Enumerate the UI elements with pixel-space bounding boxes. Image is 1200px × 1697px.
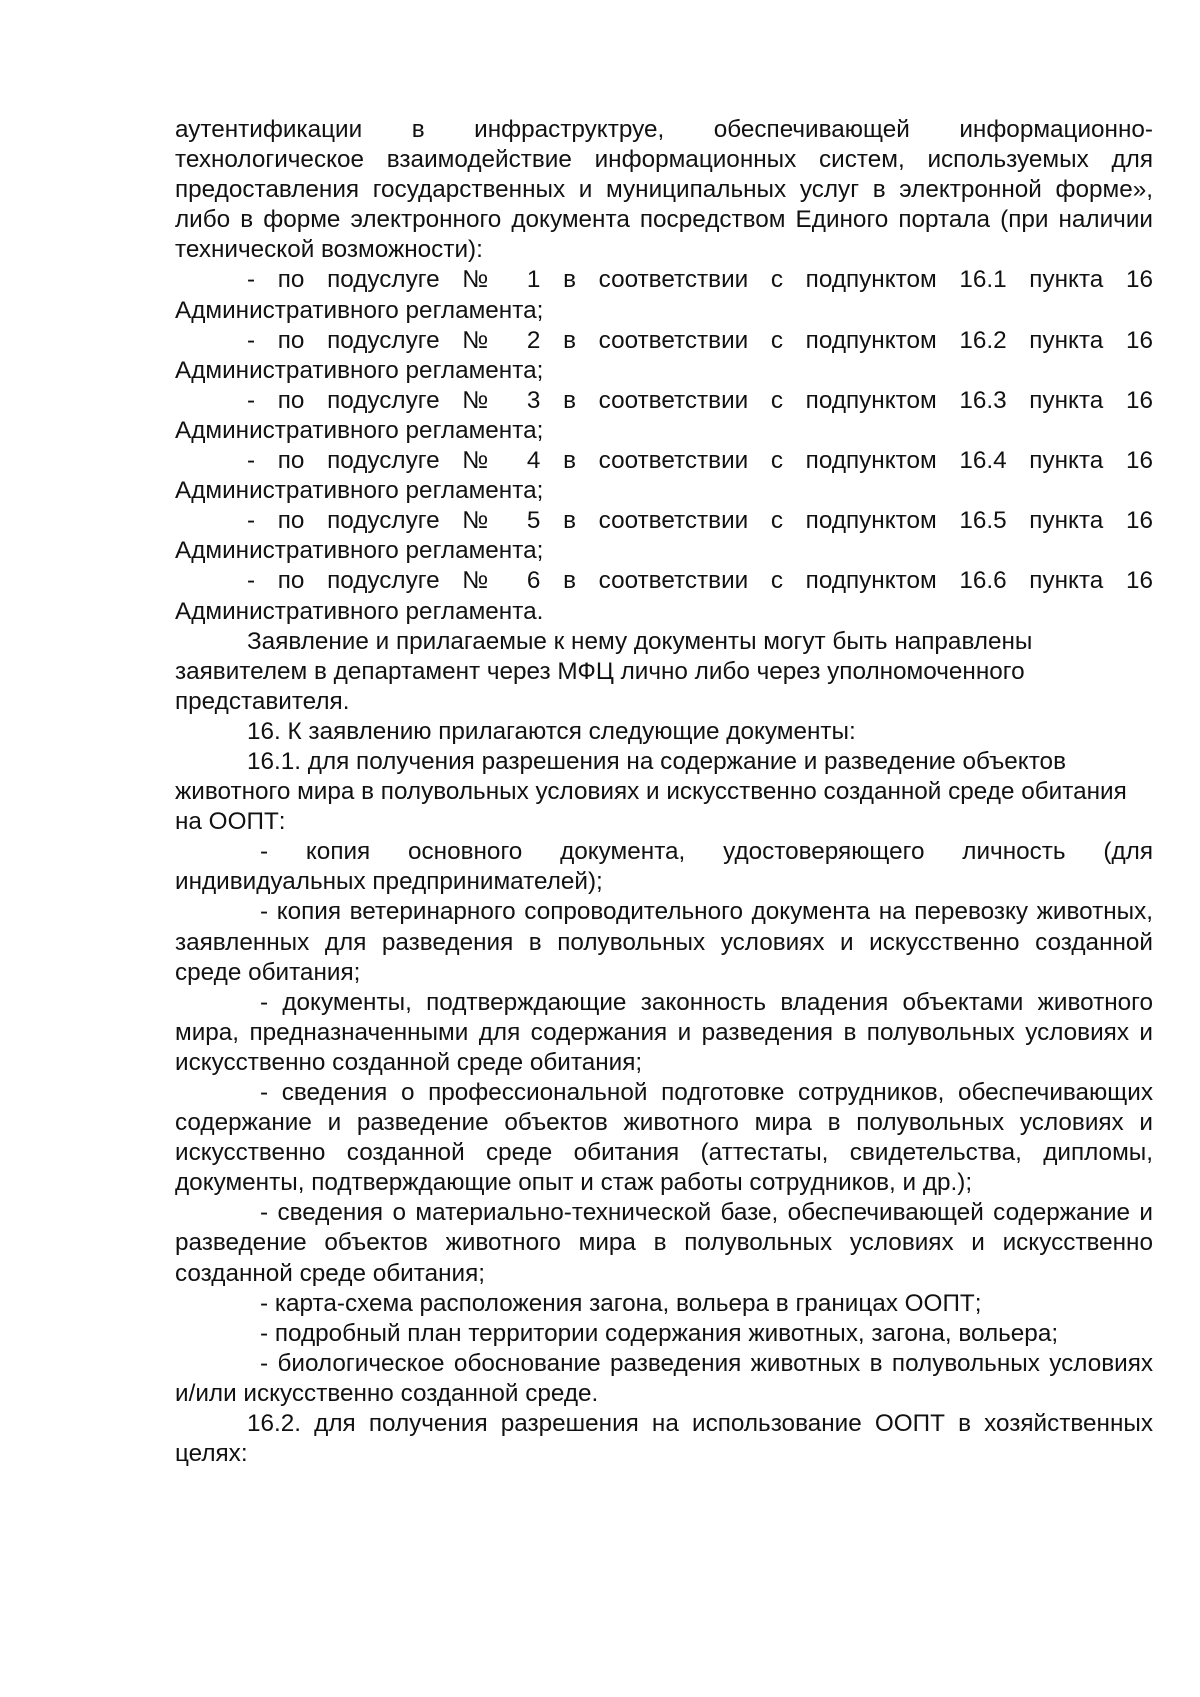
document-item-veterinary-copy: - копия ветеринарного сопроводительного документа на перевозку животных, заявленных для разведения в полувольных условиях и искусственно созданной среде обитания; xyxy=(175,898,1153,986)
document-item-location-map: - карта-схема расположения загона, вольера в границах ООПТ; xyxy=(260,1289,982,1317)
section-16-2-heading: 16.2. для получения разрешения на использование ООПТ в хозяйственных целях: xyxy=(175,1410,1153,1468)
subservice-item-4: - по подуслуге № 4 в соответствии с подпунктом 16.4 пункта 16 Административного регламента; xyxy=(175,447,1153,505)
subservice-list xyxy=(175,265,1153,626)
document-page xyxy=(175,115,1153,1469)
subservice-item-1: - по подуслуге № 1 в соответствии с подпунктом 16.1 пункта 16 Административного регламента; xyxy=(175,266,1153,324)
section-16-1-document-list xyxy=(175,837,1153,1409)
document-item-ownership-proof: - документы, подтверждающие законность владения объектами животного мира, предназначенными для содержания и разведения в полувольных условиях и искусственно созданной среде обитания; xyxy=(175,988,1153,1076)
document-item-staff-training: - сведения о профессиональной подготовке сотрудников, обеспечивающих содержание и разведение объектов животного мира в полувольных условиях и искусственно созданной среде обитания (аттестаты, свидетельства, дипломы, документы, подтверждающие опыт и стаж работы сотрудников, и др.); xyxy=(175,1079,1153,1197)
subservice-item-2: - по подуслуге № 2 в соответствии с подпунктом 16.2 пункта 16 Административного регламента; xyxy=(175,326,1153,384)
document-item-territory-plan: - подробный план территории содержания животных, загона, вольера; xyxy=(260,1319,1059,1347)
subservice-item-6: - по подуслуге № 6 в соответствии с подпунктом 16.6 пункта 16 Административного регламента. xyxy=(175,567,1153,625)
document-item-biological-justification: - биологическое обоснование разведения животных в полувольных условиях и/или искусственно созданной среде. xyxy=(175,1349,1153,1407)
document-item-passport-copy: - копия основного документа, удостоверяющего личность (для индивидуальных предпринимателей); xyxy=(175,838,1153,896)
mfc-paragraph: Заявление и прилагаемые к нему документы могут быть направлены заявителем в департамент через МФЦ лично либо через уполномоченного представителя. xyxy=(175,627,1033,715)
intro-paragraph: аутентификации в инфраструктруе, обеспечивающей информационно-технологическое взаимодействие информационных систем, используемых для предоставления государственных и муниципальных услуг в электронной форме», либо в форме электронного документа посредством Единого портала (при наличии технической возможности): xyxy=(175,116,1153,264)
section-16-1-heading: 16.1. для получения разрешения на содержание и разведение объектов животного мира в полувольных условиях и искусственно созданной среде обитания на ООПТ: xyxy=(175,747,1127,836)
subservice-item-3: - по подуслуге № 3 в соответствии с подпунктом 16.3 пункта 16 Административного регламента; xyxy=(175,386,1153,444)
document-item-technical-base: - сведения о материально-технической базе, обеспечивающей содержание и разведение объектов животного мира в полувольных условиях и искусственно созданной среде обитания; xyxy=(175,1199,1153,1287)
section-16-heading: 16. К заявлению прилагаются следующие документы: xyxy=(247,717,856,745)
subservice-item-5: - по подуслуге № 5 в соответствии с подпунктом 16.5 пункта 16 Административного регламента; xyxy=(175,507,1153,565)
